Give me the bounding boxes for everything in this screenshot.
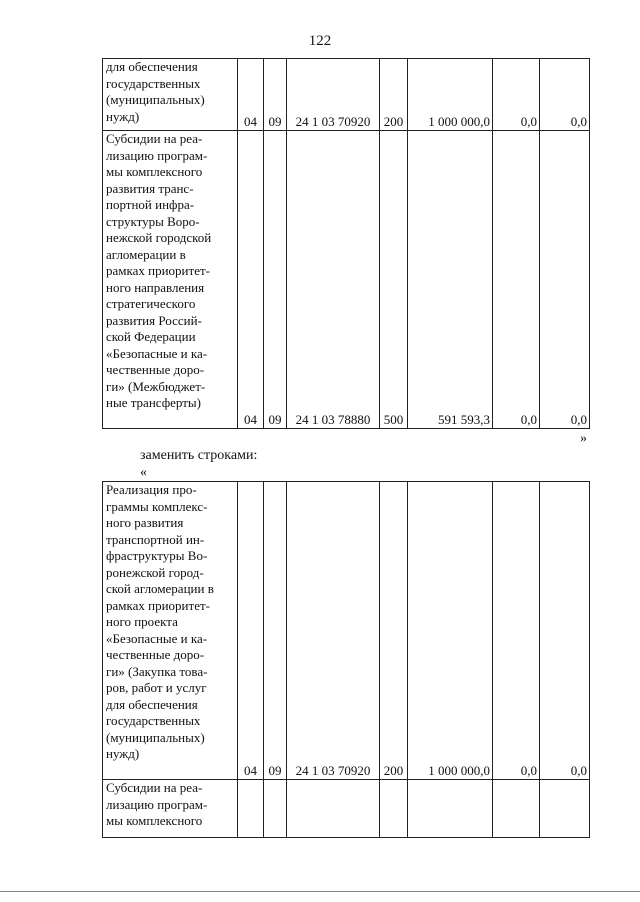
- row-vr: [380, 780, 408, 838]
- row-rz: 04: [238, 59, 264, 131]
- table-row: [103, 780, 590, 838]
- row-sum3: [540, 780, 590, 838]
- table-row: [103, 59, 590, 131]
- row-sum1: 1 000 000,0: [408, 59, 493, 131]
- row-pr: 09: [264, 131, 287, 429]
- row-sum2: 0,0: [493, 131, 540, 429]
- row-pr: [264, 780, 287, 838]
- row-sum1: 1 000 000,0: [408, 482, 493, 780]
- row-sum1: [408, 780, 493, 838]
- table-row: [103, 131, 590, 429]
- closing-quote: »: [580, 431, 587, 446]
- row-name: Субсидии на реа- лизацию програм- мы комплексного развития транс- портной инфра- структуры Воро- нежской городской агломерации в рамках приоритет- ного направления стратегического развития Россий- ской Федерации «Безопасные и ка- чественные доро- ги» (Межбюджет- ные трансферты): [103, 131, 238, 429]
- budget-table-new: [102, 481, 590, 838]
- row-csr: 24 1 03 70920: [287, 482, 380, 780]
- row-sum3: 0,0: [540, 482, 590, 780]
- row-sum2: 0,0: [493, 482, 540, 780]
- row-sum1: 591 593,3: [408, 131, 493, 429]
- table-row: [103, 482, 590, 780]
- row-vr: 500: [380, 131, 408, 429]
- opening-quote: «: [140, 465, 147, 480]
- replace-instruction: заменить строками:: [140, 448, 258, 463]
- row-csr: 24 1 03 70920: [287, 59, 380, 131]
- row-sum3: 0,0: [540, 59, 590, 131]
- row-rz: 04: [238, 482, 264, 780]
- row-rz: [238, 780, 264, 838]
- row-sum2: 0,0: [493, 59, 540, 131]
- row-name: Реализация про- граммы комплекс- ного развития транспортной ин- фраструктуры Во- ронежской город- ской агломерации в рамках приоритет- ного проекта «Безопасные и ка- чественные доро- ги» (Закупка това- ров, работ и услуг для обеспечения государственных (муниципальных) нужд): [103, 482, 238, 780]
- row-csr: [287, 780, 380, 838]
- row-vr: 200: [380, 482, 408, 780]
- row-name: Субсидии на реа- лизацию програм- мы комплексного: [103, 780, 238, 838]
- row-pr: 09: [264, 482, 287, 780]
- page-number: 122: [308, 33, 332, 49]
- budget-table-old: [102, 58, 590, 429]
- row-rz: 04: [238, 131, 264, 429]
- row-csr: 24 1 03 78880: [287, 131, 380, 429]
- row-vr: 200: [380, 59, 408, 131]
- row-sum3: 0,0: [540, 131, 590, 429]
- row-name: для обеспечения государственных (муниципальных) нужд): [103, 59, 238, 131]
- row-sum2: [493, 780, 540, 838]
- row-pr: 09: [264, 59, 287, 131]
- page-edge-line: [0, 891, 640, 892]
